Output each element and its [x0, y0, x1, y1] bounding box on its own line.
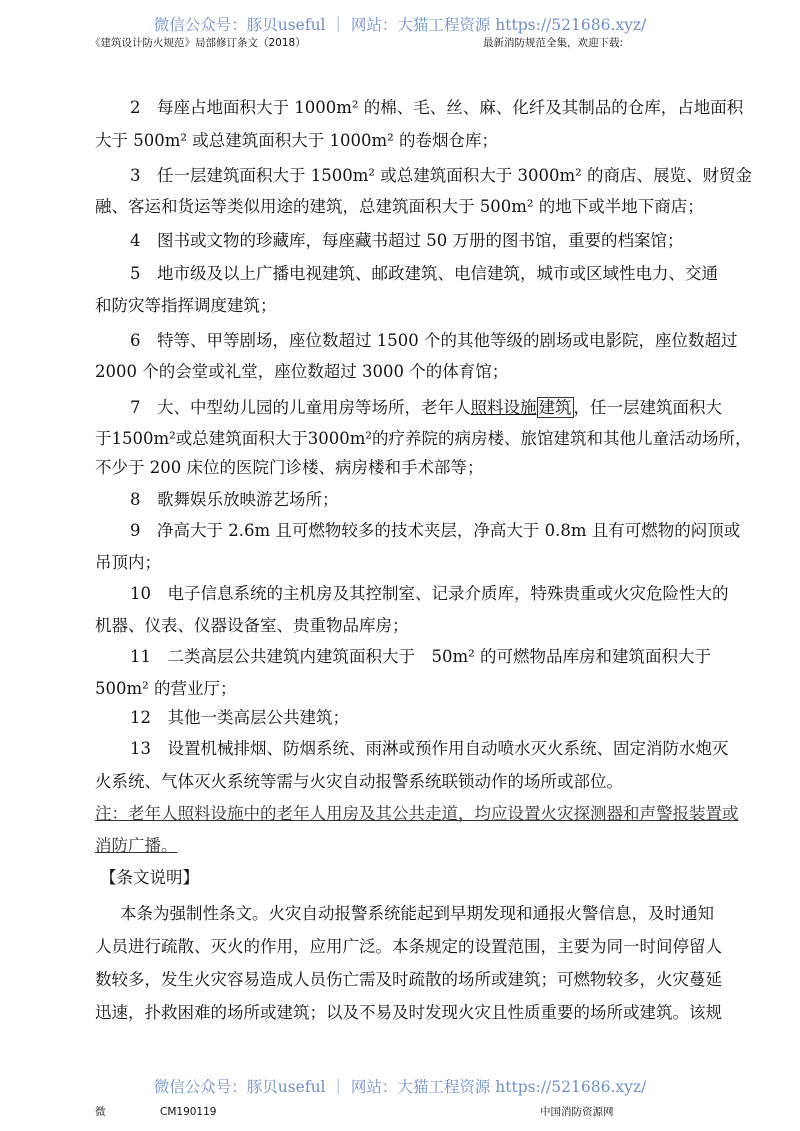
clause-7-line-3: 不少于 200 床位的医院门诊楼、病房楼和手术部等；: [95, 458, 484, 477]
clause-3-line-2: 融、客运和货运等类似用途的建筑，总建筑面积大于 500m² 的地下或半地下商店；: [95, 197, 704, 216]
explanation-line-4: 迅速，扑救困难的场所或建筑；以及不易及时发现火灾且性质重要的场所或建筑。该规: [95, 1003, 722, 1022]
clause-6-line-2: 2000 个的会堂或礼堂，座位数超过 3000 个的体育馆；: [95, 362, 509, 381]
clause-13-line-2: 火系统、气体灭火系统等需与火灾自动报警系统联锁动作的场所或部位。: [95, 772, 623, 791]
clause-7-line-1: [130, 397, 722, 419]
clause-6-line-1: 6 特等、甲等剧场，座位数超过 1500 个的其他等级的剧场或电影院，座位数超过: [130, 331, 738, 350]
footer-source: 中国消防资源网: [540, 1106, 614, 1118]
section-title: 【条文说明】: [100, 868, 199, 887]
clause-12: 12 其他一类高层公共建筑；: [130, 708, 349, 727]
footer-left: 微: [95, 1106, 106, 1118]
note-line-2: 消防广播。: [95, 836, 178, 855]
clause-7-text-a: 7 大、中型幼儿园的儿童用房等场所，老年人: [130, 398, 471, 417]
watermark-bottom: 微信公众号：豚贝useful ｜ 网站：大猫工程资源 https://521686.xyz/: [153, 1078, 647, 1096]
clause-4: 4 图书或文物的珍藏库，每座藏书超过 50 万册的图书馆，重要的档案馆；: [130, 231, 684, 250]
clause-10-line-1: 10 电子信息系统的主机房及其控制室、记录介质库，特殊贵重或火灾危险性大的: [130, 584, 729, 603]
clause-11-line-2: 500m² 的营业厅；: [95, 679, 237, 698]
clause-8: 8 歌舞娱乐放映游艺场所；: [130, 490, 339, 509]
clause-7-text-b: ，任一层建筑面积大: [573, 398, 722, 417]
clause-7-line-2: 于1500m²或总建筑面积大于3000m²的疗养院的病房楼、旅馆建筑和其他儿童活动场所，: [95, 429, 752, 448]
explanation-line-2: 人员进行疏散、灭火的作用，应用广泛。本条规定的设置范围，主要为同一时间停留人: [95, 937, 722, 956]
clause-13-line-1: 13 设置机械排烟、防烟系统、雨淋或预作用自动喷水灭火系统、固定消防水炮灭: [130, 739, 729, 758]
watermark-top: 微信公众号：豚贝useful ｜ 网站：大猫工程资源 https://521686.xyz/: [153, 16, 647, 34]
note-line-1: 注：老年人照料设施中的老年人用房及其公共走道，均应设置火灾探测器和声警报装置或: [95, 804, 739, 823]
clause-11-line-1: 11 二类高层公共建筑内建筑面积大于 50m² 的可燃物品库房和建筑面积大于: [130, 647, 711, 666]
clause-7-boxed: 建筑: [538, 398, 572, 417]
header-download: 最新消防规范全集，欢迎下载:: [483, 37, 624, 49]
clause-3-line-1: 3 任一层建筑面积大于 1500m² 或总建筑面积大于 3000m² 的商店、展览、财贸金: [130, 166, 752, 185]
clause-5-line-1: 5 地市级及以上广播电视建筑、邮政建筑、电信建筑，城市或区域性电力、交通: [130, 264, 718, 283]
explanation-line-3: 数较多，发生火灾容易造成人员伤亡需及时疏散的场所或建筑；可燃物较多，火灾蔓延: [95, 970, 722, 989]
clause-7-underlined: 照料设施: [470, 398, 537, 417]
clause-2-line-1: 2 每座占地面积大于 1000m² 的棉、毛、丝、麻、化纤及其制品的仓库，占地面积: [130, 98, 744, 117]
footer-code: CM190119: [160, 1106, 217, 1118]
clause-5-line-2: 和防灾等指挥调度建筑；: [95, 296, 277, 315]
clause-9-line-1: 9 净高大于 2.6m 且可燃物较多的技术夹层，净高大于 0.8m 且有可燃物的闷顶或: [130, 521, 741, 540]
explanation-line-1: 本条为强制性条文。火灾自动报警系统能起到早期发现和通报火警信息，及时通知: [120, 904, 714, 923]
clause-10-line-2: 机器、仪表、仪器设备室、贵重物品库房；: [95, 616, 409, 635]
clause-9-line-2: 吊顶内；: [95, 553, 161, 572]
header-title: 《建筑设计防火规范》局部修订条文（2018）: [90, 37, 306, 49]
clause-2-line-2: 大于 500m² 或总建筑面积大于 1000m² 的卷烟仓库；: [95, 131, 498, 150]
